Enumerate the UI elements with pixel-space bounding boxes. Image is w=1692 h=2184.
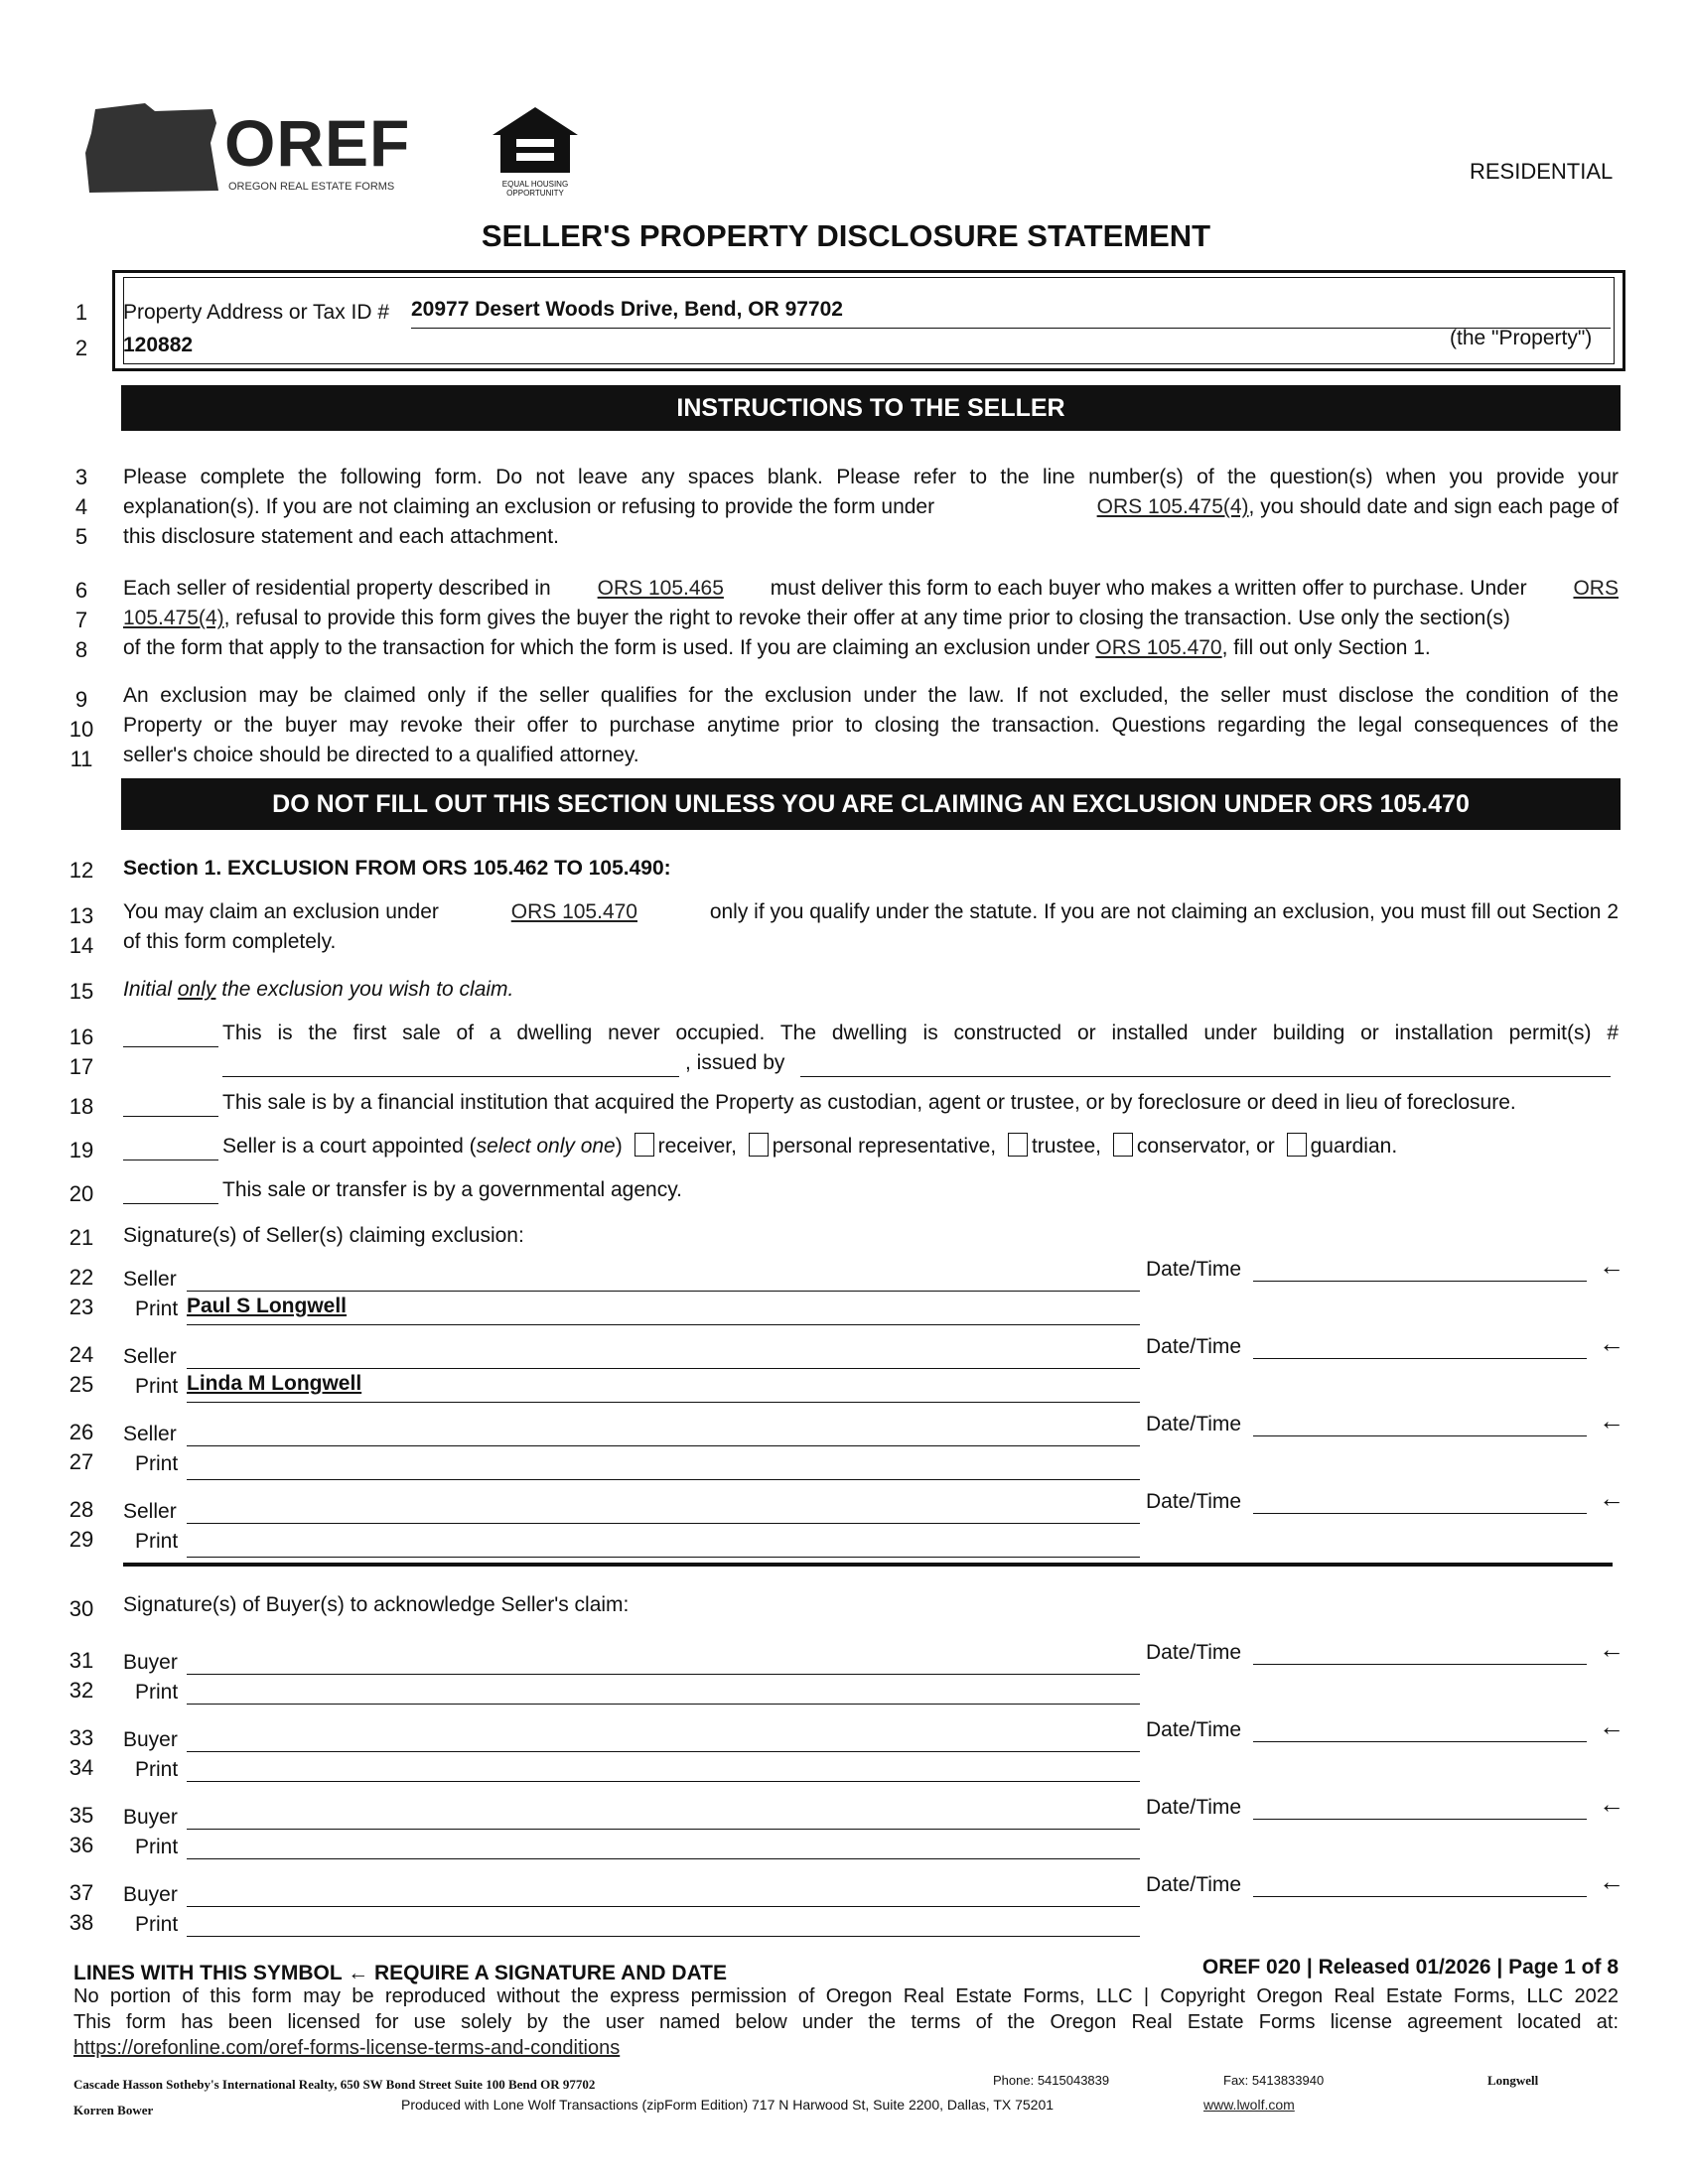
line-number: 25: [69, 1372, 94, 1397]
text: ): [615, 1135, 623, 1158]
initial-field-governmental-agency[interactable]: [123, 1179, 218, 1204]
ors-link[interactable]: ORS 105.475(4): [1096, 495, 1249, 518]
date-time-label: Date/Time: [1146, 1413, 1242, 1435]
instructions-line-3: Please complete the following form. Do not leave any spaces blank. Please refer to the line number(s) of the question(s) when you provide your: [123, 466, 1619, 488]
equal-housing-logo: [491, 105, 580, 198]
checkbox-label: receiver,: [657, 1135, 737, 1158]
buyer-signature-field[interactable]: [187, 1727, 1140, 1752]
left-arrow-icon: ←: [1599, 1406, 1624, 1435]
checkbox-label: trustee,: [1031, 1135, 1101, 1158]
print-label: Print: [135, 1681, 179, 1704]
left-arrow-icon: ←: [1599, 1789, 1624, 1819]
ors-link[interactable]: ORS 105.470: [510, 900, 637, 923]
license-link[interactable]: https://orefonline.com/oref-forms-license-terms-and-conditions: [73, 2037, 621, 2059]
instructions-line-6: [123, 574, 1619, 604]
line-number: 22: [69, 1265, 94, 1290]
copyright-line-1: No portion of this form may be reproduced without the express permission of Oregon Real Estate Forms, LLC | Copyright Oregon Real Estate Forms, LLC 2022: [73, 1985, 1619, 2007]
date-time-label: Date/Time: [1146, 1490, 1242, 1513]
buyer-role-label: Buyer: [123, 1806, 178, 1829]
initial-field-new-dwelling[interactable]: [123, 1023, 218, 1047]
seller-role-label: Seller: [123, 1500, 177, 1523]
exclusion-line-18: This sale is by a financial institution that acquired the Property as custodian, agent or trustee, or by foreclosure or deed in lieu of foreclosure.: [222, 1091, 1516, 1114]
buyer-print-name-field[interactable]: [187, 1757, 1140, 1782]
form-id: OREF 020 | Released 01/2026 | Page 1 of 8: [1201, 1956, 1619, 1979]
line-number: 13: [69, 903, 94, 928]
instructions-line-4: [123, 492, 1619, 522]
seller-signature-field[interactable]: [187, 1422, 1140, 1446]
seller-print-name: Paul S Longwell: [187, 1295, 348, 1317]
buyer-print-name-field[interactable]: [187, 1680, 1140, 1705]
logo-subtitle: OREGON REAL ESTATE FORMS: [228, 181, 395, 193]
print-label: Print: [135, 1375, 179, 1398]
buyer-print-name-field[interactable]: [187, 1835, 1140, 1859]
seller-date-field[interactable]: [1253, 1412, 1587, 1436]
exclusion-line-14: of this form completely.: [123, 930, 337, 953]
text: , fill out only Section 1.: [1221, 636, 1431, 659]
oref-logo: [85, 103, 423, 195]
symbol-note: LINES WITH THIS SYMBOL ← REQUIRE A SIGNATURE AND DATE: [73, 1962, 728, 1984]
line-number: 16: [69, 1024, 94, 1049]
print-label: Print: [135, 1530, 179, 1553]
print-label: Print: [135, 1452, 179, 1475]
file-name: Longwell: [1487, 2073, 1539, 2088]
brokerage-info: Cascade Hasson Sotheby's International Realty, 650 SW Bond Street Suite 100 Bend OR 97702: [73, 2077, 596, 2092]
line-number: 38: [69, 1910, 94, 1935]
line-number: 15: [69, 979, 94, 1004]
seller-print-name-field[interactable]: [187, 1372, 1140, 1403]
instructions-line-8: [123, 633, 1431, 663]
line-number: 31: [69, 1648, 94, 1673]
exclusion-line-19: [222, 1132, 1397, 1161]
conservator-checkbox[interactable]: [1113, 1133, 1133, 1157]
date-time-label: Date/Time: [1146, 1796, 1242, 1819]
text: Seller is a court appointed (: [222, 1135, 477, 1158]
buyer-signature-field[interactable]: [187, 1805, 1140, 1830]
left-arrow-icon: ←: [1599, 1328, 1624, 1358]
date-time-label: Date/Time: [1146, 1258, 1242, 1281]
personal-representative-checkbox[interactable]: [749, 1133, 769, 1157]
line-number: 2: [74, 336, 88, 360]
line-number: 20: [69, 1181, 94, 1206]
date-time-label: Date/Time: [1146, 1641, 1242, 1664]
seller-date-field[interactable]: [1253, 1334, 1587, 1359]
buyer-role-label: Buyer: [123, 1728, 178, 1751]
seller-role-label: Seller: [123, 1423, 177, 1445]
line-number: 19: [69, 1138, 94, 1162]
text: You may claim an exclusion under: [123, 900, 439, 923]
print-label: Print: [135, 1297, 179, 1320]
ors-link[interactable]: 105.475(4): [123, 607, 224, 629]
copyright-line-2: This form has been licensed for use solely by the user named below under the terms of the Oregon Real Estate Forms license agreement located at:: [73, 2011, 1619, 2033]
text: the exclusion you wish to claim.: [221, 978, 514, 1001]
buyer-signature-field[interactable]: [187, 1650, 1140, 1675]
seller-print-name-field[interactable]: [187, 1449, 1140, 1480]
line-number: 37: [69, 1880, 94, 1905]
instructions-line-11: seller's choice should be directed to a qualified attorney.: [123, 744, 639, 766]
instructions-line-10: Property or the buyer may revoke their offer to purchase anytime prior to closing the transaction. Questions regarding the legal consequences of the: [123, 714, 1619, 737]
instructions-line-7: [123, 604, 1619, 633]
text: , refusal to provide this form gives the buyer the right to revoke their offer at any time prior to closing the transaction. Use only the section(s): [223, 607, 1510, 629]
line-number: 23: [69, 1295, 94, 1319]
left-arrow-icon: ←: [1599, 1866, 1624, 1896]
print-label: Print: [135, 1758, 179, 1781]
phone: Phone: 5415043839: [993, 2073, 1110, 2088]
checkbox-label: guardian.: [1310, 1135, 1398, 1158]
text: only if you qualify under the statute. If you are not claiming an exclusion, you must fill out Section 2: [709, 900, 1619, 923]
seller-role-label: Seller: [123, 1268, 177, 1291]
print-label: Print: [135, 1836, 179, 1858]
seller-signature-field[interactable]: [187, 1344, 1140, 1369]
line-number: 14: [69, 933, 94, 958]
buyer-signatures-heading: Signature(s) of Buyer(s) to acknowledge Seller's claim:: [123, 1593, 630, 1616]
exclusion-bar: DO NOT FILL OUT THIS SECTION UNLESS YOU ARE CLAIMING AN EXCLUSION UNDER ORS 105.470: [121, 778, 1621, 830]
receiver-checkbox[interactable]: [634, 1133, 654, 1157]
line-number: 36: [69, 1833, 94, 1857]
ors-link[interactable]: ORS 105.470: [1095, 636, 1222, 659]
seller-signature-field[interactable]: [187, 1499, 1140, 1524]
exclusion-line-21: Signature(s) of Seller(s) claiming exclusion:: [123, 1224, 524, 1247]
buyer-date-field[interactable]: [1253, 1640, 1587, 1665]
issued-by-field[interactable]: [800, 1052, 1611, 1077]
instructions-line-5: this disclosure statement and each attachment.: [123, 525, 559, 548]
line-number: 6: [74, 578, 88, 603]
text: explanation(s). If you are not claiming an exclusion or refusing to provide the form under: [123, 495, 935, 518]
line-number: 27: [69, 1449, 94, 1474]
lwolf-link[interactable]: www.lwolf.com: [1203, 2097, 1295, 2113]
date-time-label: Date/Time: [1146, 1873, 1242, 1896]
ors-link[interactable]: ORS 105.465: [597, 577, 724, 600]
buyer-role-label: Buyer: [123, 1883, 178, 1906]
property-suffix: (the "Property"): [1450, 327, 1593, 349]
date-time-label: Date/Time: [1146, 1718, 1242, 1741]
buyer-role-label: Buyer: [123, 1651, 178, 1674]
line-number: 11: [70, 747, 93, 771]
left-arrow-icon: ←: [1599, 1251, 1624, 1281]
line-number: 9: [74, 687, 88, 712]
page-title: SELLER'S PROPERTY DISCLOSURE STATEMENT: [481, 218, 1211, 253]
seller-date-field[interactable]: [1253, 1257, 1587, 1282]
initial-field-financial-institution[interactable]: [123, 1092, 218, 1117]
text: must deliver this form to each buyer who makes a written offer to purchase. Under: [770, 577, 1527, 600]
line-number: 33: [69, 1725, 94, 1750]
text: Initial: [123, 978, 173, 1001]
buyer-date-field[interactable]: [1253, 1795, 1587, 1820]
buyer-date-field[interactable]: [1253, 1717, 1587, 1742]
exclusion-line-20: This sale or transfer is by a governmental agency.: [222, 1178, 682, 1201]
oregon-map-icon: [85, 103, 224, 195]
logo-text: OREF: [224, 106, 411, 180]
line-number: 32: [69, 1678, 94, 1703]
exclusion-line-16: This is the first sale of a dwelling never occupied. The dwelling is constructed or installed under building or installation permit(s) #: [222, 1022, 1619, 1044]
buyer-date-field[interactable]: [1253, 1872, 1587, 1897]
instructions-line-9: An exclusion may be claimed only if the seller qualifies for the exclusion under the law. If not excluded, the seller must disclose the condition of the: [123, 684, 1619, 707]
print-label: Print: [135, 1913, 179, 1936]
form-category: RESIDENTIAL: [1470, 159, 1614, 184]
date-time-label: Date/Time: [1146, 1335, 1242, 1358]
line-number: 21: [69, 1225, 94, 1250]
permit-number-field[interactable]: [222, 1052, 679, 1077]
section-divider: [123, 1563, 1613, 1567]
left-arrow-icon: ←: [1599, 1483, 1624, 1513]
line-number: 17: [69, 1054, 94, 1079]
line-number: 24: [69, 1342, 94, 1367]
fax: Fax: 5413833940: [1223, 2073, 1325, 2088]
property-label: Property Address or Tax ID #: [123, 301, 390, 324]
line-number: 5: [74, 524, 88, 549]
text: Each seller of residential property described in: [123, 577, 551, 600]
line-number: 29: [69, 1527, 94, 1552]
equal-housing-text: EQUAL HOUSING OPPORTUNITY: [501, 180, 569, 198]
exclusion-line-13: [123, 897, 1619, 927]
seller-print-name: Linda M Longwell: [187, 1372, 362, 1395]
line-number: 34: [69, 1755, 94, 1780]
initial-field-court-appointed[interactable]: [123, 1136, 218, 1160]
line-number: 4: [74, 494, 88, 519]
text: only: [177, 978, 216, 1001]
line-number: 35: [69, 1803, 94, 1828]
equal-housing-icon: [491, 105, 580, 175]
guardian-checkbox[interactable]: [1287, 1133, 1307, 1157]
line-number: 28: [69, 1497, 94, 1522]
buyer-print-name-field[interactable]: [187, 1912, 1140, 1937]
line-number: 10: [69, 717, 94, 742]
seller-role-label: Seller: [123, 1345, 177, 1368]
tax-id: 120882: [123, 334, 194, 356]
property-address-field[interactable]: [411, 298, 1611, 329]
text: of the form that apply to the transaction for which the form is used. If you are claiming an exclusion under: [123, 636, 1090, 659]
seller-print-name-field[interactable]: [187, 1527, 1140, 1558]
line-number: 18: [69, 1094, 94, 1119]
left-arrow-icon: ←: [1599, 1634, 1624, 1664]
ors-link[interactable]: ORS: [1573, 577, 1619, 600]
exclusion-line-15: [123, 975, 513, 1005]
seller-signature-field[interactable]: [187, 1267, 1140, 1292]
tax-id-field[interactable]: [123, 334, 1444, 364]
checkbox-label: personal representative,: [772, 1135, 997, 1158]
buyer-signature-field[interactable]: [187, 1882, 1140, 1907]
instructions-bar: INSTRUCTIONS TO THE SELLER: [121, 385, 1621, 431]
left-arrow-icon: ←: [1599, 1711, 1624, 1741]
line-number: 3: [74, 465, 88, 489]
section-1-heading: Section 1. EXCLUSION FROM ORS 105.462 TO 105.490:: [123, 857, 671, 880]
line-number: 12: [69, 858, 94, 883]
seller-date-field[interactable]: [1253, 1489, 1587, 1514]
exclusion-line-17: , issued by: [685, 1051, 785, 1074]
text: select only one: [476, 1135, 616, 1158]
line-number: 7: [74, 608, 88, 632]
agent-name: Korren Bower: [73, 2103, 154, 2117]
produced-by: Produced with Lone Wolf Transactions (zipForm Edition) 717 N Harwood St, Suite 2200, Dallas, TX 75201: [401, 2097, 1055, 2113]
text: , you should date and sign each page of: [1248, 495, 1619, 518]
checkbox-label: conservator, or: [1136, 1135, 1275, 1158]
line-number: 8: [74, 637, 88, 662]
seller-print-name-field[interactable]: [187, 1295, 1140, 1325]
property-address: 20977 Desert Woods Drive, Bend, OR 97702: [411, 298, 843, 321]
line-number: 26: [69, 1420, 94, 1444]
line-number: 30: [69, 1596, 94, 1621]
line-number: 1: [74, 300, 88, 325]
trustee-checkbox[interactable]: [1008, 1133, 1028, 1157]
